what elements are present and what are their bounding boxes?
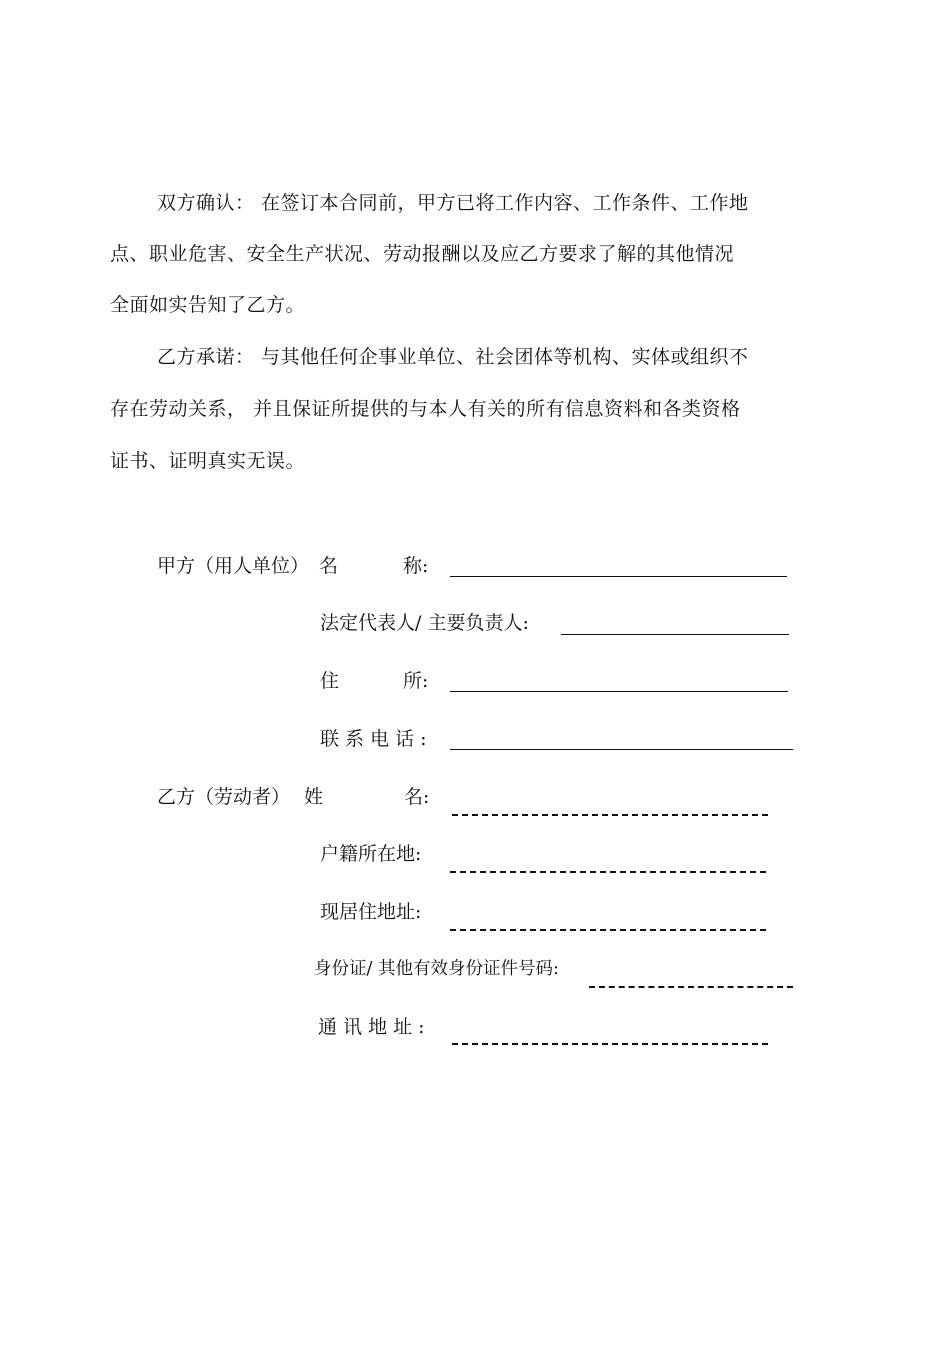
party-b-household-field[interactable] bbox=[450, 871, 766, 873]
party-a-name-field[interactable] bbox=[450, 576, 787, 577]
party-b-mail-label: 通 讯 地 址 : bbox=[318, 1016, 425, 1038]
party-a-address-label-start: 住 bbox=[320, 670, 340, 692]
party-b-heading: 乙方（劳动者） bbox=[157, 786, 291, 808]
party-b-household-label: 户籍所在地: bbox=[320, 843, 422, 865]
party-a-phone-field[interactable] bbox=[450, 749, 793, 750]
party-b-residence-field[interactable] bbox=[450, 929, 766, 931]
party-b-residence-label: 现居住地址: bbox=[320, 901, 422, 923]
party-b-id-field[interactable] bbox=[589, 986, 793, 988]
confirmation-line-1: 双方确认： 在签订本合同前，甲方已将工作内容、工作条件、工作地 bbox=[157, 192, 749, 214]
party-a-name-label-start: 名 bbox=[319, 555, 339, 577]
party-b-name-label-start: 姓 bbox=[304, 786, 324, 808]
party-a-name-label-end: 称: bbox=[403, 555, 429, 577]
party-b-name-field[interactable] bbox=[452, 814, 768, 816]
promise-line-3: 证书、证明真实无误。 bbox=[110, 450, 306, 472]
party-a-representative-label: 法定代表人/ 主要负责人: bbox=[320, 612, 529, 634]
promise-line-1: 乙方承诺： 与其他任何企事业单位、社会团体等机构、实体或组织不 bbox=[157, 346, 749, 368]
party-b-name-label-end: 名: bbox=[404, 786, 430, 808]
party-a-address-label-end: 所: bbox=[403, 670, 429, 692]
confirmation-line-3: 全面如实告知了乙方。 bbox=[110, 294, 306, 316]
party-a-phone-label: 联 系 电 话 : bbox=[320, 728, 427, 750]
party-b-mail-field[interactable] bbox=[452, 1043, 768, 1045]
party-a-representative-field[interactable] bbox=[561, 634, 789, 635]
party-a-heading: 甲方（用人单位） bbox=[157, 555, 310, 577]
confirmation-line-2: 点、职业危害、安全生产状况、劳动报酬以及应乙方要求了解的其他情况 bbox=[110, 243, 735, 265]
party-a-address-field[interactable] bbox=[450, 691, 788, 692]
promise-line-2: 存在劳动关系， 并且保证所提供的与本人有关的所有信息资料和各类资格 bbox=[110, 398, 741, 420]
party-b-id-label: 身份证/ 其他有效身份证件号码: bbox=[314, 959, 559, 979]
